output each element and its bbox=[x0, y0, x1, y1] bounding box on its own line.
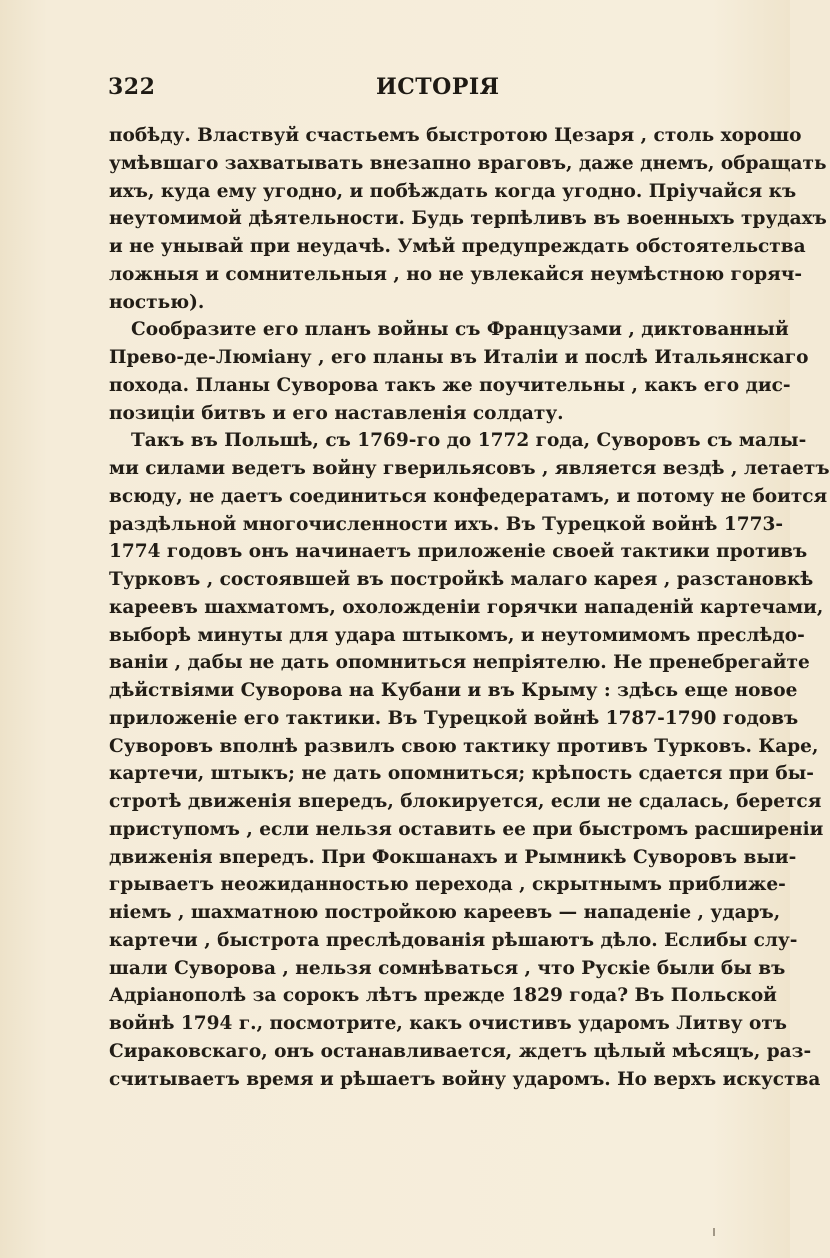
text-line: приступомъ , если нельзя оставить ее при быстромъ расширеніи bbox=[109, 818, 824, 840]
text-line: считываетъ время и рѣшаетъ войну ударомъ. Но верхъ искуства bbox=[109, 1068, 821, 1090]
text-line: всюду, не даетъ соединиться конфедератамъ, и потому не боится bbox=[109, 485, 828, 507]
text-line: войнѣ 1794 г., посмотрите, какъ очистивъ ударомъ Литву отъ bbox=[109, 1013, 787, 1034]
ink-mark bbox=[713, 1228, 715, 1236]
text-line: шали Суворова , нельзя сомнѣваться , что Рускіе были бы въ bbox=[109, 957, 786, 979]
page-header bbox=[108, 74, 708, 108]
text-line: 1774 годовъ онъ начинаетъ приложеніе своей тактики противъ bbox=[109, 541, 808, 563]
text-line: движенія впередъ. При Фокшанахъ и Рымникѣ Суворовъ выи- bbox=[109, 846, 797, 868]
text-line: стротѣ движенія впередъ, блокируется, если не сдалась, берется bbox=[109, 791, 822, 812]
text-line: ложныя и сомнительныя , но не увлекайся неумѣстною горяч- bbox=[109, 263, 803, 285]
text-line: ніемъ , шахматною постройкою кареевъ — нападеніе , ударъ, bbox=[109, 902, 781, 923]
text-line: Сообразите его планъ войны съ Французами , диктованный bbox=[131, 319, 789, 341]
text-line: ихъ, куда ему угодно, и побѣждать когда угодно. Пріучайся къ bbox=[109, 180, 797, 202]
text-line: ностью). bbox=[109, 291, 205, 313]
text-line: позиціи битвъ и его наставленія солдату. bbox=[109, 402, 564, 424]
text-line: картечи, штыкъ; не дать опомниться; крѣпость сдается при бы- bbox=[109, 763, 814, 785]
text-line: Адріанополѣ за сорокъ лѣтъ прежде 1829 года? Въ Польской bbox=[109, 985, 777, 1007]
text-line: приложеніе его тактики. Въ Турецкой войнѣ 1787-1790 годовъ bbox=[109, 707, 799, 729]
text-line: умѣвшаго захватывать внезапно враговъ, даже днемъ, обращать bbox=[109, 152, 827, 174]
text-line: ваніи , дабы не дать опомниться непріятелю. Не пренебрегайте bbox=[109, 652, 810, 674]
text-line: ми силами ведетъ войну гверильясовъ , является вездѣ , летаетъ bbox=[109, 458, 830, 479]
text-line: похода. Планы Суворова такъ же поучительны , какъ его дис- bbox=[109, 374, 791, 396]
text-line: побѣду. Властвуй счастьемъ быстротою Цезаря , столь хорошо bbox=[109, 125, 802, 146]
text-line: выборѣ минуты для удара штыкомъ, и неутомимомъ преслѣдо- bbox=[109, 624, 805, 646]
text-line: кареевъ шахматомъ, охоложденіи горячки нападеній картечами, bbox=[109, 596, 824, 618]
text-line: и не унывай при неудачѣ. Умѣй предупреждать обстоятельства bbox=[109, 236, 806, 257]
text-line: Прево-де-Люміану , его планы въ Италіи и послѣ Итальянскаго bbox=[109, 347, 809, 368]
running-title: ИСТОРІЯ bbox=[376, 74, 500, 100]
text-line: дѣйствіями Суворова на Кубани и въ Крыму : здѣсь еще новое bbox=[109, 680, 798, 701]
text-line: Турковъ , состоявшей въ постройкѣ малаго карея , разстановкѣ bbox=[109, 569, 814, 590]
text-line: Такъ въ Польшѣ, съ 1769-го до 1772 года, Суворовъ съ малы- bbox=[131, 430, 807, 452]
text-line: картечи , быстрота преслѣдованія рѣшаютъ дѣло. Еслибы слу- bbox=[109, 929, 798, 951]
text-line: Суворовъ вполнѣ развилъ свою тактику противъ Турковъ. Каре, bbox=[109, 735, 819, 757]
page-number: 322 bbox=[108, 74, 156, 100]
text-line: раздѣльной многочисленности ихъ. Въ Турецкой войнѣ 1773- bbox=[109, 513, 783, 535]
text-line: неутомимой дѣятельности. Будь терпѣливъ въ военныхъ трудахъ bbox=[109, 208, 827, 230]
text-line: грываетъ неожиданностью перехода , скрытнымъ приближе- bbox=[109, 874, 786, 896]
text-line: Сираковскаго, онъ останавливается, ждетъ цѣлый мѣсяцъ, раз- bbox=[109, 1040, 812, 1062]
body-text bbox=[109, 122, 830, 1093]
